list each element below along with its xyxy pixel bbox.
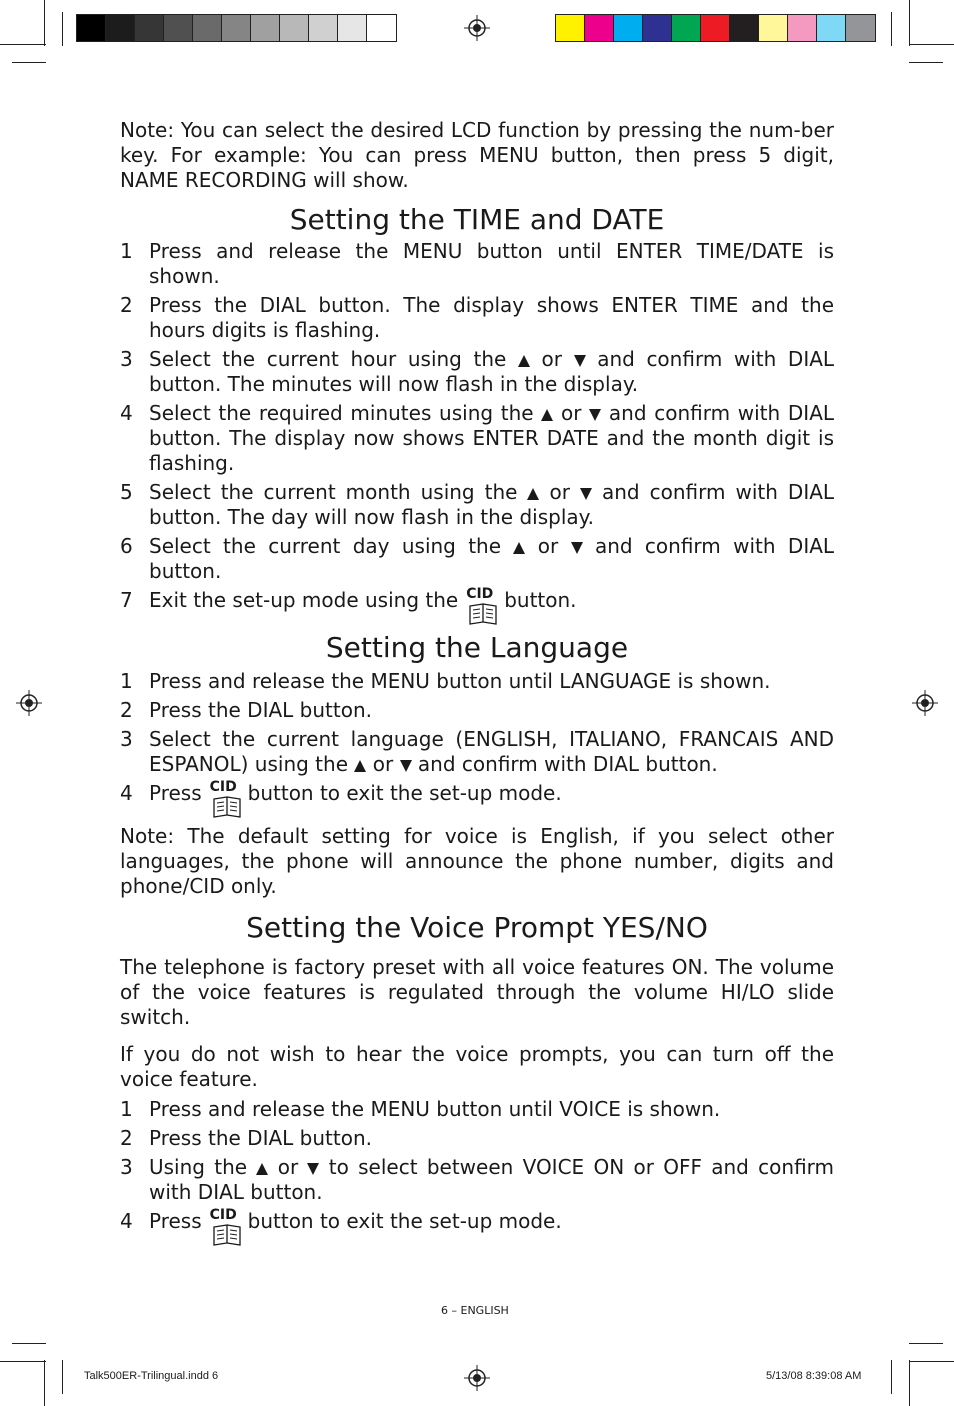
step-text-part: and confirm with DIAL button. The minutes will now flash in the display. [149,347,835,396]
step-item [120,727,834,777]
gray-swatch [280,15,309,41]
step-item [120,534,834,584]
step-text-part: Select the current day using the [149,534,502,558]
section-title-language: Setting the Language [325,631,629,664]
step-item [120,347,834,397]
slug-timestamp: 5/13/08 8:39:08 AM [766,1370,862,1382]
or-word: or [561,401,582,425]
or-word: or [541,347,562,371]
page-content [120,118,834,1252]
step-text-part: Using the [149,1155,248,1179]
cid-button-icon [464,588,498,613]
step-number: 7 [120,588,133,612]
step-text-part: Select the current language (ENGLISH, ITALIANO, FRANCAIS AND ESPANOL) using the [149,727,834,776]
slug-filename: Talk500ER-Trilingual.indd 6 [84,1370,219,1382]
step-text-part: and confirm with DIAL button. The display now shows ENTER DATE and the month digit is flashing. [149,401,835,475]
color-swatch [759,15,788,41]
step-text [149,698,834,723]
down-arrow-icon [558,534,595,558]
step-text [149,534,834,584]
or-word: or [372,752,394,776]
color-swatch [556,15,585,41]
step-text-part: button to exit the set-up mode. [247,1209,562,1233]
color-swatch [701,15,730,41]
crop-mark [12,1343,46,1344]
step-item [120,1097,834,1122]
step-item [120,1126,834,1151]
step-text-part: button. [504,588,577,612]
gray-swatch [77,15,106,41]
step-text-part: Select the current hour using the [149,347,507,371]
gray-swatch [164,15,193,41]
voice-off-paragraph: If you do not wish to hear the voice prompts, you can turn off the voice feature. [120,1042,834,1091]
cid-button-icon [208,1209,242,1234]
lcd-function-note: Note: You can select the desired LCD function by pressing the num-ber key. For example: You can press MENU button, then press 5 digit, NAME RECORDING will show. [120,118,834,192]
language-steps [120,669,834,806]
up-arrow-icon [348,752,373,776]
step-text-part: Press and release the MENU button until VOICE is shown. [149,1097,721,1121]
step-item [120,239,834,289]
color-swatch [730,15,759,41]
step-text-part: Select the current month using the [149,480,518,504]
registration-mark-icon [912,690,938,716]
crop-mark [909,1360,910,1406]
crop-mark [909,1343,943,1344]
step-text-part: Press [149,1209,202,1233]
page-footer: 6 – ENGLISH [441,1304,509,1317]
step-number: 1 [120,1097,133,1121]
crop-mark [62,12,63,46]
step-text [149,1155,834,1205]
step-text-part: and confirm with DIAL button. The day will now flash in the display. [149,480,835,529]
process-color-bar [555,14,876,42]
or-word: or [549,480,570,504]
registration-mark-icon [16,690,42,716]
color-swatch [788,15,817,41]
step-text-part: Press the DIAL button. [149,1126,372,1150]
crop-mark [62,1360,63,1394]
step-number: 4 [120,781,133,805]
step-text-part: button to exit the set-up mode. [247,781,562,805]
step-text [149,781,834,806]
crop-mark [909,0,910,46]
step-text-part: Press the DIAL button. The display shows ENTER TIME and the hours digits is flashing. [149,293,834,342]
crop-mark [0,44,46,45]
step-text [149,401,834,476]
crop-mark [44,1360,45,1406]
step-item [120,480,834,530]
color-swatch [672,15,701,41]
step-text [149,727,834,777]
step-text [149,347,834,397]
up-arrow-icon [501,534,538,558]
grayscale-color-bar [76,14,397,42]
color-swatch [643,15,672,41]
step-number: 3 [120,1155,133,1179]
up-arrow-icon [247,1155,278,1179]
step-number: 3 [120,347,133,371]
registration-mark-icon [464,15,490,41]
step-text [149,669,834,694]
step-item [120,588,834,613]
step-text-part: Press and release the MENU button until ENTER TIME/DATE is shown. [149,239,834,288]
or-word: or [277,1155,299,1179]
step-number: 5 [120,480,133,504]
gray-swatch [367,15,396,41]
step-text-part: Select the required minutes using the [149,401,534,425]
step-item [120,698,834,723]
down-arrow-icon [581,401,608,425]
step-text [149,480,834,530]
step-text [149,239,834,289]
crop-mark [12,62,46,63]
cid-button-icon [208,781,242,806]
step-number: 4 [120,1209,133,1233]
crop-mark [891,12,892,46]
step-text-part: and confirm with DIAL button. [149,534,835,583]
voice-steps [120,1097,834,1234]
step-item [120,1155,834,1205]
step-text [149,1097,834,1122]
step-text [149,588,834,613]
or-word: or [537,534,559,558]
crop-mark [0,1361,46,1362]
down-arrow-icon [393,752,418,776]
step-text-part: Press the DIAL button. [149,698,372,722]
default-voice-note: Note: The default setting for voice is English, if you select other languages, the phone will announce the phone number, digits and phone/CID only. [120,824,834,898]
crop-mark [909,62,943,63]
gray-swatch [309,15,338,41]
step-item [120,1209,834,1234]
down-arrow-icon [562,347,597,371]
step-item [120,781,834,806]
step-number: 2 [120,698,133,722]
up-arrow-icon [506,347,541,371]
crop-mark [909,1361,954,1362]
step-text-part: Press and release the MENU button until LANGUAGE is shown. [149,669,771,693]
step-item [120,401,834,476]
step-text [149,1209,834,1234]
step-text-part: Exit the set-up mode using the [149,588,459,612]
section-title-voice-prompt: Setting the Voice Prompt YES/NO [246,911,708,944]
step-text-part: to select between VOICE ON or OFF and confirm with DIAL button. [149,1155,835,1204]
down-arrow-icon [298,1155,329,1179]
gray-swatch [135,15,164,41]
gray-swatch [193,15,222,41]
gray-swatch [222,15,251,41]
step-item [120,293,834,343]
cid-label: CID [209,1207,237,1223]
cid-label: CID [209,779,237,795]
color-swatch [817,15,846,41]
up-arrow-icon [534,401,561,425]
step-number: 2 [120,1126,133,1150]
cid-label: CID [466,586,494,602]
step-text [149,1126,834,1151]
step-number: 1 [120,669,133,693]
step-item [120,669,834,694]
down-arrow-icon [570,480,602,504]
crop-mark [891,1360,892,1394]
step-number: 2 [120,293,133,317]
step-text-part: Press [149,781,202,805]
crop-mark [44,0,45,46]
section-title-time-date: Setting the TIME and DATE [289,203,665,236]
gray-swatch [251,15,280,41]
color-swatch [585,15,614,41]
voice-preset-paragraph: The telephone is factory preset with all voice features ON. The volume of the voice features is regulated through the volume HI/LO slide switch. [120,955,834,1029]
step-number: 4 [120,401,133,425]
crop-mark [909,44,954,45]
gray-swatch [338,15,367,41]
color-swatch [614,15,643,41]
registration-mark-icon [464,1365,490,1391]
gray-swatch [106,15,135,41]
step-text [149,293,834,343]
step-number: 6 [120,534,133,558]
color-swatch [846,15,875,41]
step-number: 1 [120,239,133,263]
step-text-part: and confirm with DIAL button. [417,752,718,776]
up-arrow-icon [517,480,549,504]
step-number: 3 [120,727,133,751]
time-date-steps [120,239,834,613]
